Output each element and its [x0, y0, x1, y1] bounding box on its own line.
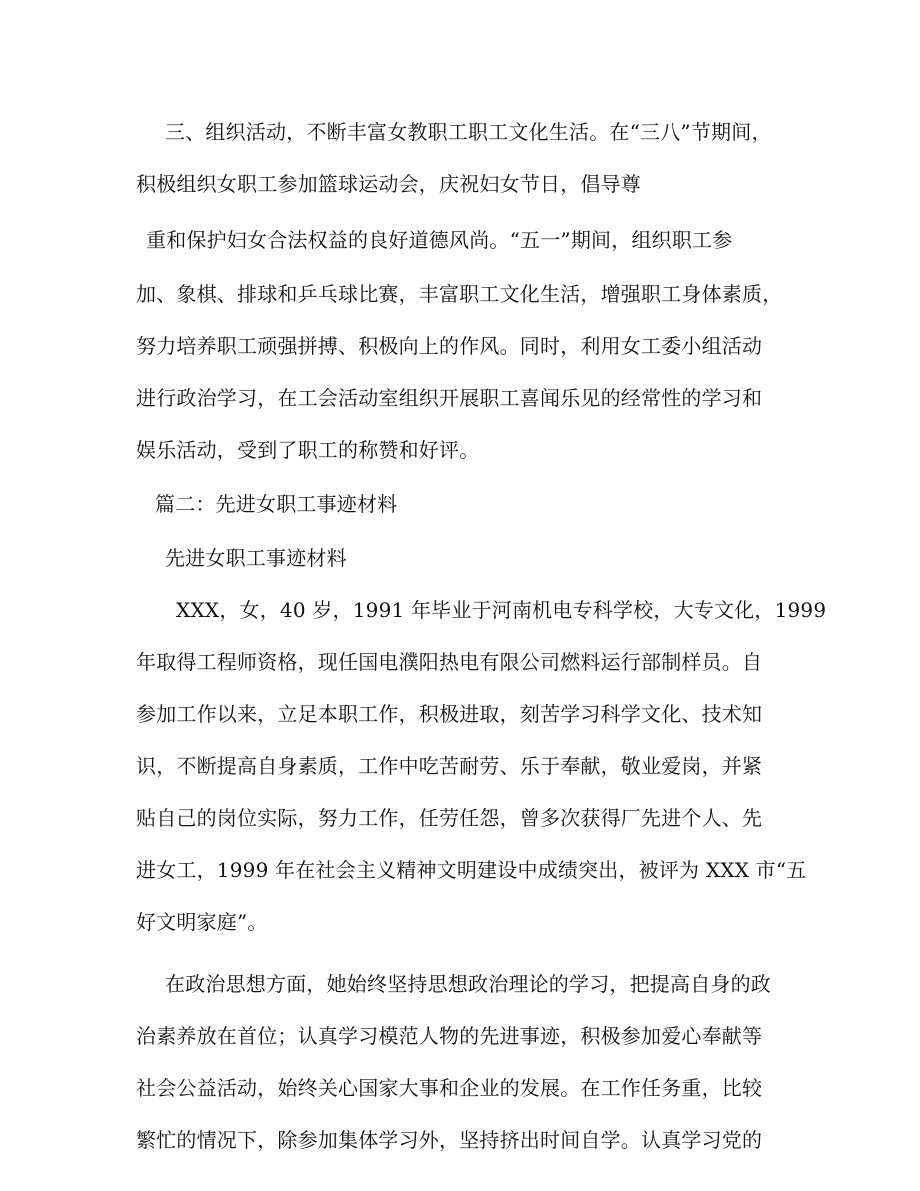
paragraph-line: 年取得工程师资格，现任国电濮阳热电有限公司燃料运行部制样员。自: [136, 650, 763, 674]
paragraph-line: 治素养放在首位；认真学习模范人物的先进事迹，积极参加爱心奉献等: [136, 1024, 763, 1048]
paragraph-line: 贴自己的岗位实际，努力工作，任劳任怨，曾多次获得厂先进个人、先: [136, 806, 763, 830]
paragraph-line: XXX，女，40 岁，1991 年毕业于河南机电专科学校，大专文化，1999: [176, 598, 827, 622]
paragraph-line: 在政治思想方面，她始终坚持思想政治理论的学习，把提高自身的政: [165, 972, 771, 996]
paragraph-line: 积极组织女职工参加篮球运动会，庆祝妇女节日，倡导尊: [136, 172, 641, 196]
paragraph-line: 社会公益活动，始终关心国家大事和企业的发展。在工作任务重，比较: [136, 1076, 763, 1100]
paragraph-line: 努力培养职工顽强拼搏、积极向上的作风。同时，利用女工委小组活动: [136, 334, 763, 358]
paragraph-line: 进女工，1999 年在社会主义精神文明建设中成绩突出，被评为 XXX 市“五: [136, 858, 807, 882]
paragraph-line: 繁忙的情况下，除参加集体学习外，坚持挤出时间自学。认真学习党的: [136, 1128, 763, 1152]
paragraph-line: 加、象棋、排球和乒乓球比赛，丰富职工文化生活，增强职工身体素质，: [136, 282, 783, 306]
paragraph-line: 参加工作以来，立足本职工作，积极进取，刻苦学习科学文化、技术知: [136, 702, 763, 726]
article-title: 先进女职工事迹材料: [165, 546, 347, 570]
paragraph-line: 好文明家庭”。: [136, 910, 268, 934]
paragraph-line: 识，不断提高自身素质，工作中吃苦耐劳、乐于奉献，敬业爱岗，并紧: [136, 754, 763, 778]
paragraph-line: 三、组织活动，不断丰富女教职工职工文化生活。在“三八”节期间，: [165, 120, 772, 144]
section-heading: 篇二：先进女职工事迹材料: [155, 492, 398, 516]
paragraph-line: 进行政治学习，在工会活动室组织开展职工喜闻乐见的经常性的学习和: [136, 386, 763, 410]
paragraph-line: 重和保护妇女合法权益的良好道德风尚。“五一”期间，组织职工参: [146, 228, 733, 252]
paragraph-line: 娱乐活动，受到了职工的称赞和好评。: [136, 438, 480, 462]
